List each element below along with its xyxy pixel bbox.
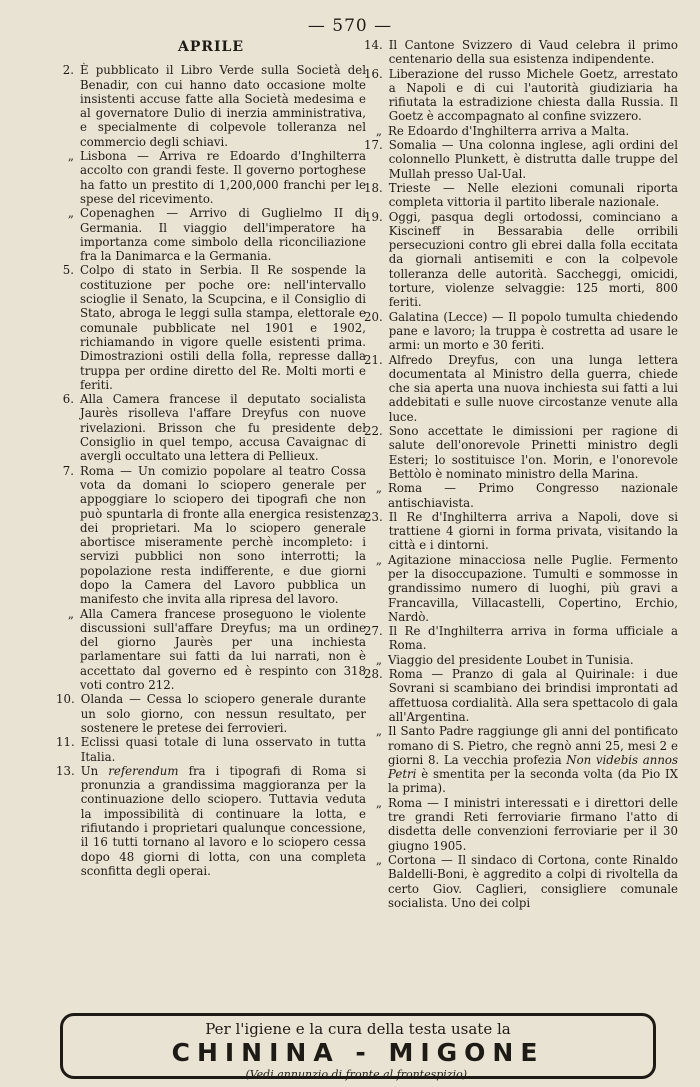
- entry-text: Roma — I ministri interessati e i direttori delle tre grandi Reti ferroviarie firmano l'atto di disdetta delle convenzioni ferroviarie per il 30 giugno 1905.: [388, 795, 678, 853]
- entry-day: 27.: [364, 624, 383, 639]
- entry-text: Il Re d'Inghilterra arriva a Napoli, dove si trattiene 4 giorni in forma privata, visitando la città e i dintorni.: [388, 509, 678, 553]
- entry-day: 20.: [364, 309, 383, 324]
- entry-text: Il Re d'Inghilterra arriva in forma ufficiale a Roma.: [388, 624, 678, 653]
- entry-text: Colpo di stato in Serbia. Il Re sospende la costituzione per poche ore: nell'intervallo scioglie il Senato, la Scupcina, e il Consiglio di Stato, abroga le leggi sulla stampa, elettorale e comunale pubblicate nel 1901 e 1902, richiamando in vigore quelle esistenti prima. Dimostrazioni ostili della folla, represse dalla truppa per ordine diretto del Re. Molti morti e feriti.: [80, 263, 366, 392]
- chronology-entry: [56, 206, 366, 263]
- entry-day: 21.: [364, 352, 383, 367]
- left-column: [56, 38, 366, 878]
- chronology-entry: [364, 853, 678, 910]
- entry-day: 28.: [364, 667, 383, 682]
- right-entry-list: [364, 38, 678, 910]
- entry-day: 5.: [62, 263, 74, 278]
- chronology-entry: [364, 424, 678, 481]
- entry-day: 23.: [364, 509, 383, 524]
- entry-day: „: [375, 123, 382, 138]
- chronology-entry: [364, 124, 678, 138]
- chronology-entry: [364, 481, 678, 510]
- entry-text: Alfredo Dreyfus, con una lunga lettera documentata al Ministro della guerra, chiede che sia aperta una nuova inchiesta sui fatti a lui addebitati e sulle nuove circostanze venute alla luce.: [388, 352, 678, 424]
- chronology-entry: [364, 353, 678, 424]
- chronology-entry: [56, 263, 366, 392]
- entry-text: È pubblicato il Libro Verde sulla Società del Benadir, con cui hanno dato occasione molte insistenti accuse fatte alla Società medesima e al governatore Dulio di inerzia amministrativa, e specialmente di colpevole tolleranza nel commercio degli schiavi.: [80, 63, 366, 149]
- entry-day: „: [375, 724, 382, 739]
- chronology-entry: [56, 735, 366, 764]
- ad-brand-name: CHININA - MIGONE: [171, 1038, 545, 1067]
- entry-text: Somalia — Una colonna inglese, agli ordini del colonnello Plunkett, è distrutta dalle truppe del Mullah presso Ual-Ual.: [388, 138, 678, 181]
- entry-text: Alla Camera francese proseguono le violente discussioni sull'affare Dreyfus; ma un ordine del giorno Jaurès per una inchiesta parlamentare sui fatti da lui narrati, non è accettato dal governo ed è respinto con 318 voti contro 212.: [80, 606, 366, 693]
- entry-day: 13.: [56, 763, 75, 778]
- entry-text: Oggi, pasqua degli ortodossi, cominciano a Kiscineff in Bessarabia delle orribili persecuzioni contro gli ebrei dalla folla eccitata da giornali antisemiti e con la colpevole tolleranza delle autorità. Saccheggi, omicidi, torture, violenze selvaggie: 125 morti, 800 feriti.: [388, 209, 678, 310]
- chronology-entry: [56, 692, 366, 735]
- entry-day: 19.: [364, 209, 383, 224]
- chronology-entry: [56, 149, 366, 206]
- chronology-entry: [364, 667, 678, 724]
- chronology-entry: [364, 210, 678, 310]
- entry-text: Re Edoardo d'Inghilterra arriva a Malta.: [388, 123, 630, 138]
- chronology-entry: [364, 724, 678, 795]
- entry-text: Cortona — Il sindaco di Cortona, conte Rinaldo Baldelli-Boni, è aggredito a colpi di rivoltella da certo Giov. Caglieri, consigliere comunale socialista. Uno dei colpi: [388, 852, 678, 910]
- chronology-entry: [364, 67, 678, 124]
- chronology-entry: [364, 138, 678, 181]
- entry-day: 2.: [62, 63, 74, 78]
- chronology-entry: [364, 510, 678, 553]
- entry-text: Olanda — Cessa lo sciopero generale durante un solo giorno, con nessun resultato, per sostenere le pretese dei ferrovieri.: [80, 692, 366, 735]
- entry-text: Roma — Primo Congresso nazionale antischiavista.: [388, 481, 678, 510]
- entry-day: 22.: [364, 424, 383, 439]
- chronology-entry: [56, 464, 366, 607]
- ad-reference: (Vedi annunzio di fronte al frontespizio).: [245, 1068, 471, 1081]
- right-column: [364, 38, 678, 910]
- chronology-entry: [56, 607, 366, 693]
- chronology-entry: [56, 764, 366, 878]
- entry-day: 6.: [62, 392, 74, 407]
- entry-day: 10.: [56, 692, 75, 707]
- entry-text: Roma — Un comizio popolare al teatro Cossa vota da domani lo sciopero generale per appoggiare lo sciopero dei tipografi che non può spuntarla di fronte alla energica resistenza dei proprietari. Ma lo sciopero generale abortisce miseramente perchè incompleto: i servizi pubblici non sono interrotti; la popolazione resta indifferente, e due giorni dopo la Camera del Lavoro pubblica un manifesto che invita alla ripresa del lavoro.: [80, 463, 366, 607]
- chronology-entry: [364, 38, 678, 67]
- entry-text: Agitazione minacciosa nelle Puglie. Fermento per la disoccupazione. Tumulti e sommosse in grandissimo numero di luoghi, più gravi a Francavilla, Villacastelli, Copertino, Erchio, Nardò.: [388, 552, 678, 624]
- chronology-entry: [364, 553, 678, 624]
- chronology-entry: [56, 63, 366, 149]
- entry-day: 17.: [364, 138, 383, 153]
- entry-text: Il Santo Padre raggiunge gli anni del pontificato romano di S. Pietro, che regnò anni 25, mesi 2 e giorni 8. La vecchia profezia Non videbis annos Petri è smentita per la seconda volta (da Pio IX la prima).: [388, 724, 678, 796]
- entry-text: Il Cantone Svizzero di Vaud celebra il primo centenario della sua esistenza indipendente.: [388, 38, 678, 67]
- entry-day: „: [67, 149, 74, 164]
- advertisement-box: [60, 1013, 656, 1079]
- entry-day: „: [375, 652, 382, 667]
- chronology-entry: [364, 624, 678, 653]
- entry-text: Copenaghen — Arrivo di Guglielmo II di Germania. Il viaggio dell'imperatore ha importanza come simbolo della riconciliazione fra la Danimarca e la Germania.: [80, 206, 366, 264]
- chronology-entry: [364, 310, 678, 353]
- entry-text: Trieste — Nelle elezioni comunali riporta completa vittoria il partito liberale nazionale.: [388, 180, 678, 210]
- entry-day: 16.: [364, 66, 383, 81]
- ad-tagline: Per l'igiene e la cura della testa usate la: [205, 1020, 511, 1038]
- left-entry-list: [56, 63, 366, 878]
- chronology-entry: [364, 796, 678, 853]
- entry-day: 7.: [62, 463, 74, 478]
- entry-day: „: [375, 481, 382, 496]
- entry-day: 11.: [56, 735, 75, 750]
- entry-day: 14.: [364, 38, 383, 52]
- page-number: — 570 —: [307, 16, 393, 36]
- entry-text: Un referendum fra i tipografi di Roma si pronunzia a grandissima maggioranza per la continuazione dello sciopero. Tuttavia veduta la impossibilità di continuare la lotta, e rifiutando i proprietari qualunque concessione, il 16 tutti tornano al lavoro e lo sciopero cessa dopo 48 giorni di lotta, con una completa sconfitta degli operai.: [80, 763, 366, 878]
- month-heading: APRILE: [177, 39, 245, 55]
- entry-text: Alla Camera francese il deputato socialista Jaurès risolleva l'affare Dreyfus con nuove rivelazioni. Brisson che fu presidente del Consiglio in quel tempo, accusa Cavaignac di avergli occultato una lettera di Pellieux.: [80, 392, 366, 464]
- chronology-entry: [364, 181, 678, 210]
- entry-text: Liberazione del russo Michele Goetz, arrestato a Napoli e di cui l'autorità giudiziaria ha rifiutata la estradizione chiesta dalla Russia. Il Goetz è accompagnato al confine svizzero.: [388, 66, 678, 124]
- entry-text: Viaggio del presidente Loubet in Tunisia.: [388, 652, 634, 667]
- entry-text: Sono accettate le dimissioni per ragione di salute dell'onorevole Prinetti ministro degli Esteri; lo sostituisce l'on. Morin, e l'onorevole Bettòlo è nominato ministro della Marina.: [388, 424, 678, 481]
- entry-day: „: [375, 795, 382, 810]
- entry-text: Galatina (Lecce) — Il popolo tumulta chiedendo pane e lavoro; la truppa è costretta ad usare le armi: un morto e 30 feriti.: [388, 309, 678, 353]
- entry-day: 18.: [364, 180, 383, 195]
- entry-day: „: [375, 852, 382, 867]
- entry-day: „: [67, 606, 74, 621]
- entry-day: „: [375, 552, 382, 567]
- entry-text: Eclissi quasi totale di luna osservato in tutta Italia.: [80, 735, 366, 764]
- entry-day: „: [67, 206, 74, 221]
- entry-text: Lisbona — Arriva re Edoardo d'Inghilterra accolto con grandi feste. Il governo portoghese ha fatto un prestito di 1,200,000 franchi per le spese del ricevimento.: [80, 149, 366, 206]
- entry-text: Roma — Pranzo di gala al Quirinale: i due Sovrani si scambiano dei brindisi improntati ad affettuosa cordialità. Alla sera spettacolo di gala all'Argentina.: [388, 667, 678, 724]
- chronology-entry: [364, 653, 678, 667]
- chronology-entry: [56, 392, 366, 463]
